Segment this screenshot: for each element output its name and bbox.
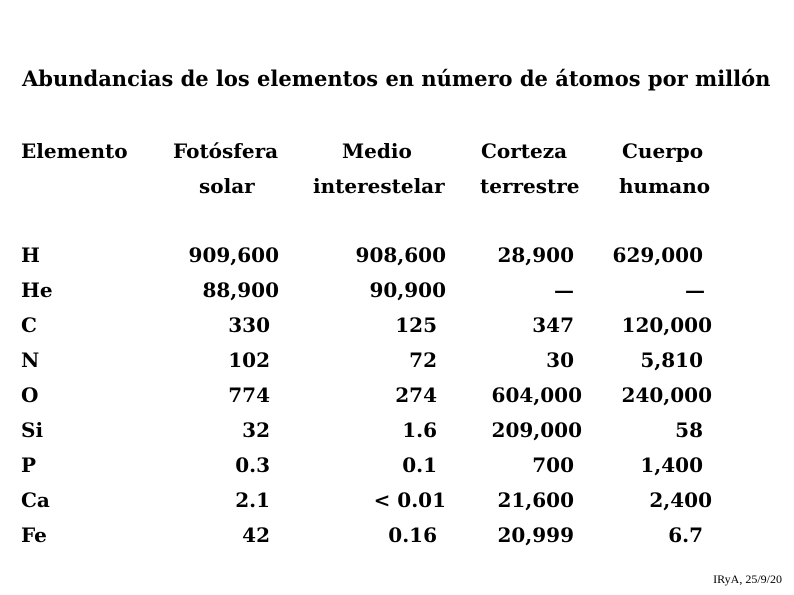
header-interstellar-line1: Medio <box>342 139 412 163</box>
cell-human: 120,000 <box>621 313 712 337</box>
cell-element: Si <box>21 418 44 442</box>
cell-crust: 21,600 <box>497 488 574 512</box>
header-element: Elemento <box>21 139 128 163</box>
cell-interstellar: 72 <box>409 348 437 372</box>
cell-human: 2,400 <box>649 488 712 512</box>
header-human-line1: Cuerpo <box>622 139 704 163</box>
cell-solar: 42 <box>242 523 270 547</box>
cell-interstellar: 274 <box>395 383 437 407</box>
cell-solar: 909,600 <box>188 243 279 267</box>
cell-solar: 0.3 <box>235 453 270 477</box>
cell-element: He <box>21 278 53 302</box>
cell-element: N <box>21 348 40 372</box>
cell-crust: 604,000 <box>491 383 582 407</box>
cell-human: 1,400 <box>640 453 703 477</box>
cell-element: O <box>21 383 39 407</box>
cell-interstellar: 0.16 <box>388 523 437 547</box>
header-crust-line2: terrestre <box>480 174 580 198</box>
cell-crust: 700 <box>532 453 574 477</box>
cell-solar: 2.1 <box>235 488 270 512</box>
cell-crust: 209,000 <box>491 418 582 442</box>
cell-interstellar: 0.1 <box>402 453 437 477</box>
cell-human: 5,810 <box>640 348 703 372</box>
cell-solar: 32 <box>242 418 270 442</box>
cell-crust: 30 <box>546 348 574 372</box>
header-solar-line2: solar <box>199 174 255 198</box>
cell-solar: 102 <box>228 348 270 372</box>
cell-crust: 20,999 <box>497 523 574 547</box>
cell-human: 240,000 <box>621 383 712 407</box>
header-interstellar-line2: interestelar <box>313 174 445 198</box>
cell-solar: 330 <box>228 313 270 337</box>
cell-element: Ca <box>21 488 50 512</box>
cell-element: C <box>21 313 37 337</box>
header-solar-line1: Fotósfera <box>173 139 279 163</box>
cell-interstellar: 908,600 <box>355 243 446 267</box>
cell-interstellar: 90,900 <box>369 278 446 302</box>
cell-interstellar: < 0.01 <box>373 488 446 512</box>
page-title: Abundancias de los elementos en número de átomos por millón <box>22 66 771 91</box>
header-crust-line1: Corteza <box>481 139 568 163</box>
cell-crust: 28,900 <box>497 243 574 267</box>
cell-interstellar: 1.6 <box>402 418 437 442</box>
footer-credit: IRyA, 25/9/20 <box>713 572 782 586</box>
cell-solar: 88,900 <box>202 278 279 302</box>
cell-human: 58 <box>675 418 703 442</box>
cell-element: P <box>21 453 37 477</box>
cell-interstellar: 125 <box>395 313 437 337</box>
cell-element: H <box>21 243 40 267</box>
cell-solar: 774 <box>228 383 270 407</box>
cell-crust: — <box>554 278 574 302</box>
cell-element: Fe <box>21 523 47 547</box>
cell-human: — <box>685 278 705 302</box>
header-human-line2: humano <box>619 174 711 198</box>
cell-human: 629,000 <box>612 243 703 267</box>
cell-crust: 347 <box>532 313 574 337</box>
cell-human: 6.7 <box>668 523 703 547</box>
